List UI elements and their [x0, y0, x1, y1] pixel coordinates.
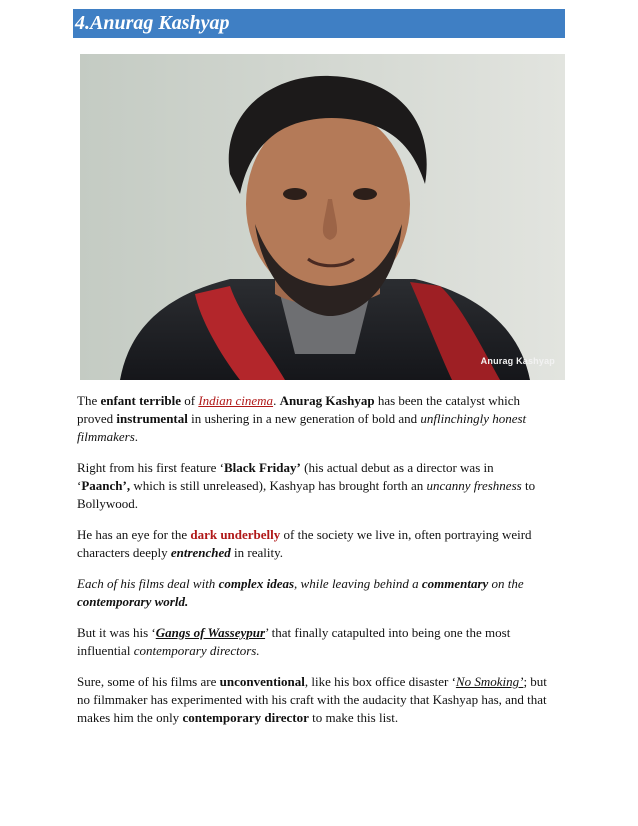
- section-title-bar: [73, 9, 565, 38]
- section-title: 4.Anurag Kashyap: [75, 12, 230, 34]
- paragraph-1: The enfant terrible of Indian cinema. Anurag Kashyap has been the catalyst which proved instrumental in ushering in a new generation of bold and unflinchingly honest filmmakers.: [77, 393, 527, 444]
- link-indian-cinema[interactable]: Indian cinema: [198, 393, 274, 408]
- paragraph-6: Sure, some of his films are unconventional, like his box office disaster ‘No Smoking’; but no filmmaker has experimented with his craft with the audacity that Kashyap has, and that makes him the only contemporary director to make this list.: [77, 674, 547, 725]
- paragraph-3: He has an eye for the dark underbelly of the society we live in, often portraying weird characters deeply entrenched in reality.: [77, 527, 532, 560]
- paragraph-5: But it was his ‘Gangs of Wasseypur’ that finally catapulted into being one the most influential contemporary directors.: [77, 625, 511, 658]
- portrait-photo: [80, 54, 565, 380]
- paragraph-4: Each of his films deal with complex ideas, while leaving behind a commentary on the contemporary world.: [77, 576, 524, 609]
- photo-caption: Anurag Kashyap: [480, 356, 555, 366]
- paragraph-2: Right from his first feature ‘Black Friday’ (his actual debut as a director was in ‘Paanch’, which is still unreleased), Kashyap has brought forth an uncanny freshness to Bollywood.: [77, 460, 536, 511]
- article-body: [77, 392, 547, 740]
